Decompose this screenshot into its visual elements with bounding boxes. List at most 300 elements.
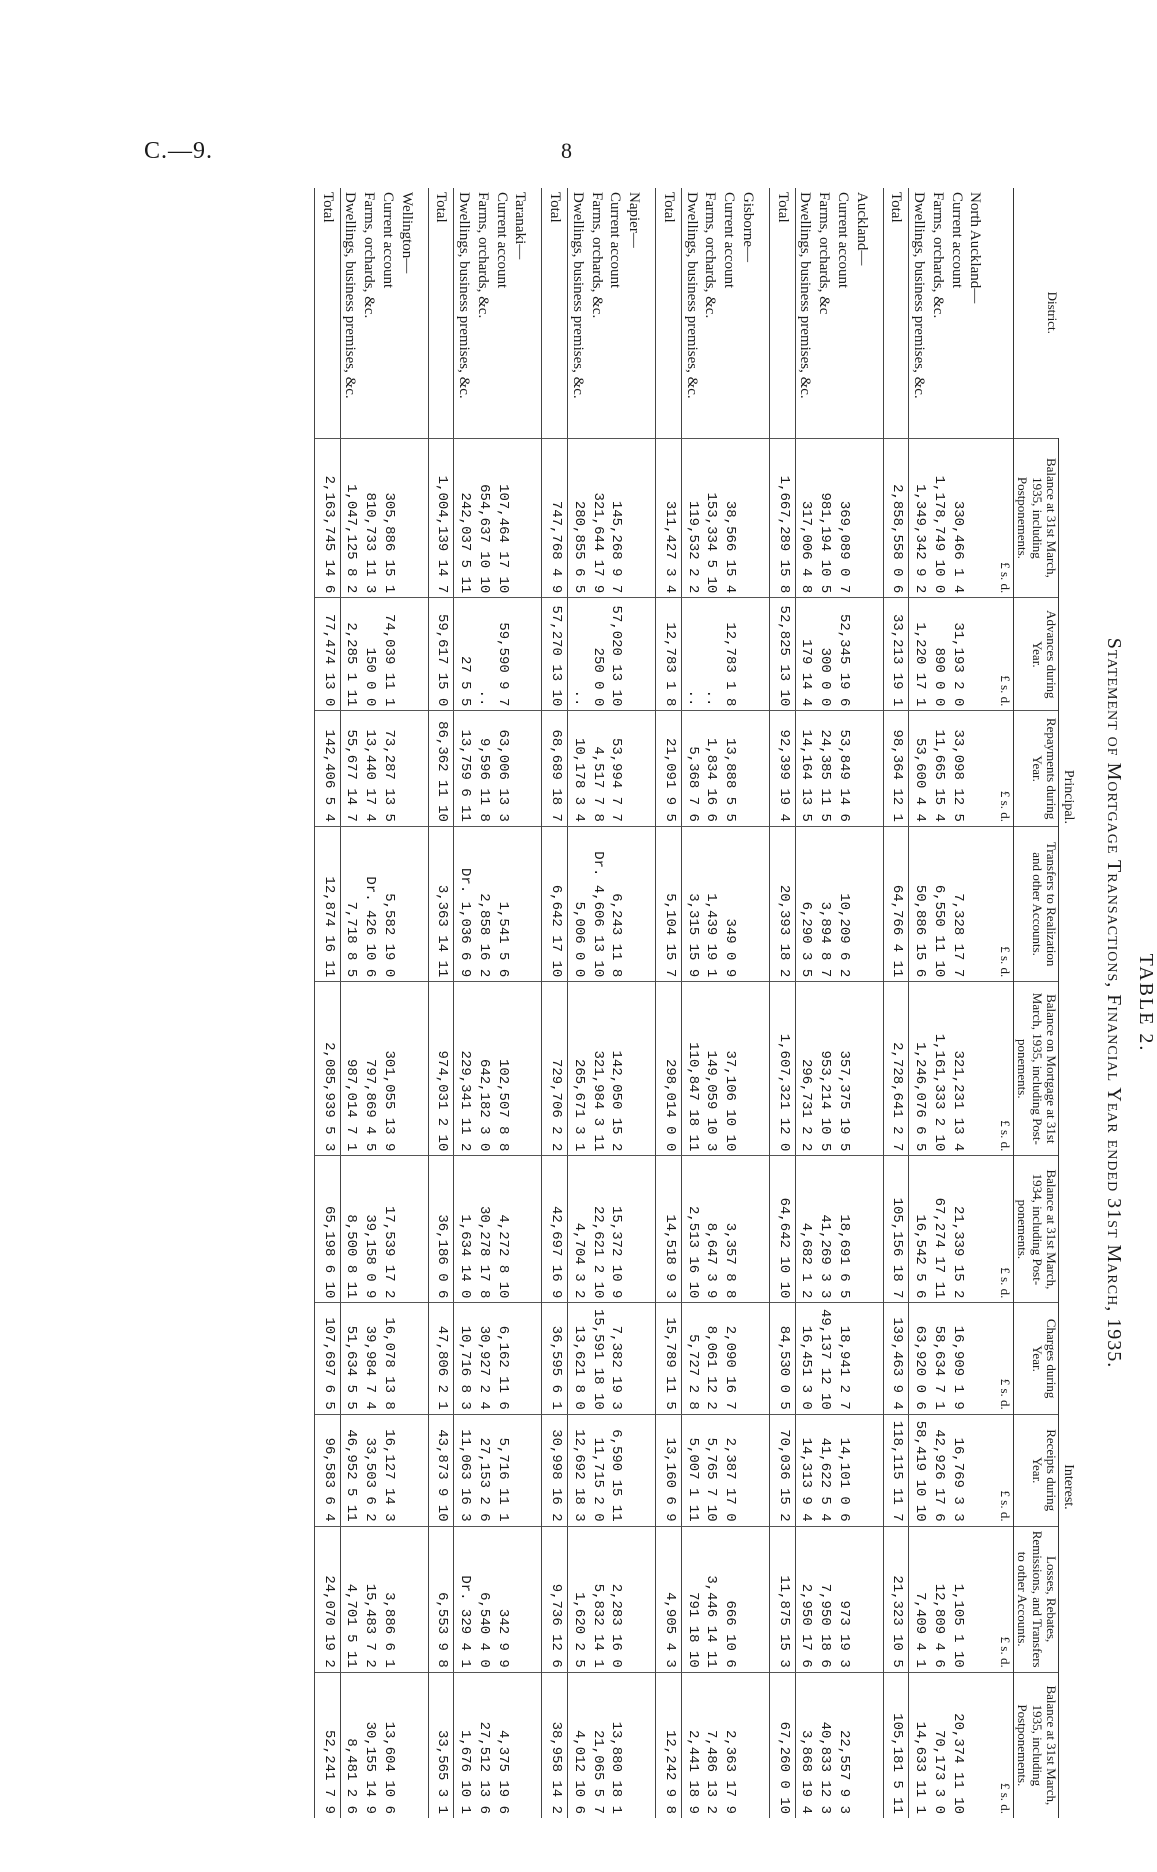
total-cell: 77,474 13 0 bbox=[314, 598, 340, 711]
table-cell: 4,704 3 2 bbox=[568, 1156, 587, 1303]
table-cell: 16,451 3 0 bbox=[795, 1303, 814, 1414]
table-cell: 4,701 5 11 bbox=[340, 1526, 359, 1672]
table-cell: 70,173 3 0 bbox=[928, 1672, 947, 1818]
table-cell: 15,483 7 2 bbox=[359, 1526, 378, 1672]
table-cell: 39,158 0 9 bbox=[359, 1156, 378, 1303]
table-cell: 63,920 0 6 bbox=[909, 1303, 928, 1414]
total-cell: 105,181 5 11 bbox=[883, 1672, 909, 1818]
table-cell: 1,439 19 1 bbox=[701, 826, 720, 981]
table-cell: 2,090 16 7 bbox=[719, 1303, 738, 1414]
table-row bbox=[947, 188, 966, 1818]
table-cell: 52,345 19 6 bbox=[833, 598, 852, 711]
row-label: Current account bbox=[493, 192, 510, 289]
unit-label: £ s. d. bbox=[996, 438, 1013, 598]
table-cell: 13,880 18 1 bbox=[606, 1672, 625, 1818]
table-cell: 5,582 19 0 bbox=[378, 826, 397, 981]
row-label: Current account bbox=[379, 192, 396, 289]
table-cell: 349 0 9 bbox=[719, 826, 738, 981]
table-cell: 20,374 11 10 bbox=[947, 1672, 966, 1818]
table-cell: 229,341 11 2 bbox=[454, 982, 473, 1156]
table-cell: 2,950 17 6 bbox=[795, 1526, 814, 1672]
table-cell: 8,481 2 6 bbox=[340, 1672, 359, 1818]
column-header-district: District. bbox=[1013, 188, 1059, 438]
table-cell: 13,604 10 6 bbox=[378, 1672, 397, 1818]
table-cell: 5,765 7 10 bbox=[701, 1414, 720, 1526]
table-cell: 7,328 17 7 bbox=[947, 826, 966, 981]
table-cell: 63,006 13 3 bbox=[492, 711, 511, 827]
row-label: Dwellings, business premises, &c. bbox=[797, 192, 814, 399]
column-header: Balance at 31st March, 1934, including Post-ponements. bbox=[1013, 1156, 1059, 1303]
table-cell: 3,868 19 4 bbox=[795, 1672, 814, 1818]
unit-label: £ s. d. bbox=[996, 1414, 1013, 1526]
row-label: Farms, orchards, &c. bbox=[588, 192, 605, 319]
table-cell: 1,178,749 10 0 bbox=[928, 438, 947, 598]
total-label: Total bbox=[883, 188, 909, 438]
column-header: Balance at 31st March, 1935, including Postponements. bbox=[1013, 1672, 1059, 1818]
total-cell: 36,186 0 6 bbox=[428, 1156, 454, 1303]
total-cell: 139,463 9 4 bbox=[883, 1303, 909, 1414]
table-cell: 16,769 3 3 bbox=[947, 1414, 966, 1526]
table-cell: 38,566 15 4 bbox=[719, 438, 738, 598]
table-cell: 142,050 15 2 bbox=[606, 982, 625, 1156]
table-cell: 666 10 6 bbox=[719, 1526, 738, 1672]
table-cell: 2,285 1 11 bbox=[340, 598, 359, 711]
unit-label: £ s. d. bbox=[996, 982, 1013, 1156]
table-row bbox=[909, 188, 928, 1818]
total-cell: 84,530 0 5 bbox=[769, 1303, 795, 1414]
total-cell: 52,241 7 9 bbox=[314, 1672, 340, 1818]
column-header: Balance on Mortgage at 31st March, 1935, including Post-ponements. bbox=[1013, 982, 1059, 1156]
units-row bbox=[996, 188, 1013, 1818]
table-cell: 7,718 8 5 bbox=[340, 826, 359, 981]
table-cell: 6,590 15 11 bbox=[606, 1414, 625, 1526]
total-cell: 15,789 11 5 bbox=[656, 1303, 682, 1414]
table-cell: Dr. 4,606 13 10 bbox=[587, 826, 606, 981]
table-row bbox=[814, 188, 833, 1818]
total-cell: 57,270 13 10 bbox=[542, 598, 568, 711]
table-cell: 15,372 10 9 bbox=[606, 1156, 625, 1303]
table-cell: 1,634 14 0 bbox=[454, 1156, 473, 1303]
table-cell: 53,849 14 6 bbox=[833, 711, 852, 827]
table-cell: 12,809 4 6 bbox=[928, 1526, 947, 1672]
table-cell: 296,731 2 2 bbox=[795, 982, 814, 1156]
table-cell: 53,994 7 7 bbox=[606, 711, 625, 827]
table-cell: 46,952 5 11 bbox=[340, 1414, 359, 1526]
table-cell: 58,634 7 1 bbox=[928, 1303, 947, 1414]
table-cell: 21,065 5 7 bbox=[587, 1672, 606, 1818]
table-cell: 7,382 19 3 bbox=[606, 1303, 625, 1414]
total-cell: 1,667,289 15 8 bbox=[769, 438, 795, 598]
table-cell: 4,682 1 2 bbox=[795, 1156, 814, 1303]
table-row bbox=[359, 188, 378, 1818]
table-cell: 11,665 15 4 bbox=[928, 711, 947, 827]
total-cell: 68,689 18 7 bbox=[542, 711, 568, 827]
total-label: Total bbox=[314, 188, 340, 438]
total-label: Total bbox=[769, 188, 795, 438]
table-row bbox=[378, 188, 397, 1818]
district-name: North Auckland— bbox=[967, 192, 984, 304]
unit-label: £ s. d. bbox=[996, 711, 1013, 827]
unit-label: £ s. d. bbox=[996, 1303, 1013, 1414]
table-cell: 3,894 8 7 bbox=[814, 826, 833, 981]
table-cell: 6,162 11 6 bbox=[492, 1303, 511, 1414]
table-cell: 265,671 3 1 bbox=[568, 982, 587, 1156]
table-cell: 4,375 19 6 bbox=[492, 1672, 511, 1818]
table-cell: 973 19 3 bbox=[833, 1526, 852, 1672]
table-cell: 1,620 2 5 bbox=[568, 1526, 587, 1672]
table-cell: 110,847 18 11 bbox=[681, 982, 700, 1156]
table-body bbox=[314, 188, 996, 1818]
table-cell: 41,622 5 4 bbox=[814, 1414, 833, 1526]
table-cell: 27,153 2 6 bbox=[473, 1414, 492, 1526]
row-label: Farms, orchards, &c bbox=[816, 192, 833, 315]
table-cell: 3,357 8 8 bbox=[719, 1156, 738, 1303]
table-cell: 6,290 3 5 bbox=[795, 826, 814, 981]
table-cell: 58,419 10 10 bbox=[909, 1414, 928, 1526]
table-cell: 357,375 19 5 bbox=[833, 982, 852, 1156]
table-number: TABLE 2. bbox=[1135, 953, 1157, 1053]
row-label: Farms, orchards, &c. bbox=[474, 192, 491, 319]
table-cell: 280,855 6 5 bbox=[568, 438, 587, 598]
total-cell: 2,728,641 2 7 bbox=[883, 982, 909, 1156]
unit-label: £ s. d. bbox=[996, 1156, 1013, 1303]
table-cell: .. bbox=[473, 598, 492, 711]
total-cell: 6,553 9 8 bbox=[428, 1526, 454, 1672]
table-cell: 40,833 12 3 bbox=[814, 1672, 833, 1818]
table-cell: 321,984 3 11 bbox=[587, 982, 606, 1156]
table-cell: 3,886 6 1 bbox=[378, 1526, 397, 1672]
table-cell: 317,006 4 8 bbox=[795, 438, 814, 598]
row-label: Farms, orchards, &c. bbox=[929, 192, 946, 319]
page-number: 8 bbox=[561, 138, 572, 163]
table-row bbox=[492, 188, 511, 1818]
total-cell: 21,323 10 5 bbox=[883, 1526, 909, 1672]
table-cell: 17,539 17 2 bbox=[378, 1156, 397, 1303]
table-row bbox=[454, 188, 473, 1818]
mortgage-transactions-table bbox=[314, 188, 1077, 1818]
row-label: Dwellings, business premises, &c. bbox=[342, 192, 359, 399]
total-cell: 67,260 0 10 bbox=[769, 1672, 795, 1818]
group-interest: Interest. bbox=[1059, 1156, 1077, 1818]
table-cell: 4,517 7 8 bbox=[587, 711, 606, 827]
row-label: Farms, orchards, &c. bbox=[702, 192, 719, 319]
table-cell: 13,759 6 11 bbox=[454, 711, 473, 827]
table-cell: Dr. 426 10 6 bbox=[359, 826, 378, 981]
table-cell: 5,006 0 0 bbox=[568, 826, 587, 981]
table-cell: 33,503 6 2 bbox=[359, 1414, 378, 1526]
table-cell: 27,512 13 6 bbox=[473, 1672, 492, 1818]
table-cell: 2,363 17 9 bbox=[719, 1672, 738, 1818]
table-cell: 810,733 11 3 bbox=[359, 438, 378, 598]
district-row bbox=[397, 188, 428, 1818]
total-cell: 47,806 2 1 bbox=[428, 1303, 454, 1414]
table-cell: 5,007 1 11 bbox=[681, 1414, 700, 1526]
total-cell: 64,642 10 10 bbox=[769, 1156, 795, 1303]
table-cell: 5,716 11 1 bbox=[492, 1414, 511, 1526]
total-cell: 14,518 9 3 bbox=[656, 1156, 682, 1303]
table-cell: 21,339 15 2 bbox=[947, 1156, 966, 1303]
total-cell: 52,825 13 10 bbox=[769, 598, 795, 711]
table-cell: 953,214 10 5 bbox=[814, 982, 833, 1156]
table-cell: 11,063 16 3 bbox=[454, 1414, 473, 1526]
unit-label: £ s. d. bbox=[996, 826, 1013, 981]
row-label: Dwellings, business premises, &c. bbox=[683, 192, 700, 399]
table-cell: 7,409 4 1 bbox=[909, 1526, 928, 1672]
table-row bbox=[473, 188, 492, 1818]
row-label: Current account bbox=[948, 192, 965, 289]
total-cell: 43,873 9 10 bbox=[428, 1414, 454, 1526]
table-cell: 9,596 11 8 bbox=[473, 711, 492, 827]
table-cell: 13,621 8 0 bbox=[568, 1303, 587, 1414]
table-cell: 1,676 10 1 bbox=[454, 1672, 473, 1818]
table-cell: 1,541 5 6 bbox=[492, 826, 511, 981]
total-cell: 107,697 6 5 bbox=[314, 1303, 340, 1414]
total-cell: 38,958 14 2 bbox=[542, 1672, 568, 1818]
table-cell: .. bbox=[681, 598, 700, 711]
table-cell: 301,055 13 9 bbox=[378, 982, 397, 1156]
table-cell: 10,209 6 2 bbox=[833, 826, 852, 981]
total-cell: 142,406 5 4 bbox=[314, 711, 340, 827]
table-cell: 53,600 4 4 bbox=[909, 711, 928, 827]
table-cell: 1,349,342 9 2 bbox=[909, 438, 928, 598]
table-cell: 6,540 4 0 bbox=[473, 1526, 492, 1672]
total-cell: 729,706 2 2 bbox=[542, 982, 568, 1156]
table-cell: 8,647 3 9 bbox=[701, 1156, 720, 1303]
table-cell: .. bbox=[701, 598, 720, 711]
table-cell: 6,550 11 10 bbox=[928, 826, 947, 981]
district-name: Auckland— bbox=[853, 192, 870, 266]
column-header: Charges during Year. bbox=[1013, 1303, 1059, 1414]
total-cell: 21,091 9 5 bbox=[656, 711, 682, 827]
table-cell: 5,727 2 8 bbox=[681, 1303, 700, 1414]
table-cell: 33,098 12 5 bbox=[947, 711, 966, 827]
table-cell: 102,507 8 8 bbox=[492, 982, 511, 1156]
total-cell: 5,104 15 7 bbox=[656, 826, 682, 981]
unit-label: £ s. d. bbox=[996, 1672, 1013, 1818]
total-cell: 86,362 11 10 bbox=[428, 711, 454, 827]
table-cell: 119,532 2 2 bbox=[681, 438, 700, 598]
page-header bbox=[144, 138, 964, 178]
table-cell: 1,246,076 6 5 bbox=[909, 982, 928, 1156]
table-cell: 890 0 0 bbox=[928, 598, 947, 711]
table-cell: 10,716 8 3 bbox=[454, 1303, 473, 1414]
total-row bbox=[769, 188, 795, 1818]
table-cell: 55,677 14 7 bbox=[340, 711, 359, 827]
table-cell: 321,644 17 9 bbox=[587, 438, 606, 598]
rotated-table-sheet bbox=[237, 188, 1157, 1818]
table-cell: 27 5 5 bbox=[454, 598, 473, 711]
district-row bbox=[511, 188, 542, 1818]
row-label: Dwellings, business premises, &c. bbox=[456, 192, 473, 399]
table-cell: 305,886 15 1 bbox=[378, 438, 397, 598]
table-cell: 51,634 5 5 bbox=[340, 1303, 359, 1414]
table-cell: Dr. 1,036 6 9 bbox=[454, 826, 473, 981]
row-label: Current account bbox=[607, 192, 624, 289]
row-label: Current account bbox=[834, 192, 851, 289]
table-cell: 14,633 11 1 bbox=[909, 1672, 928, 1818]
table-cell: 31,193 2 0 bbox=[947, 598, 966, 711]
table-cell: 13,888 5 5 bbox=[719, 711, 738, 827]
total-cell: 65,198 6 10 bbox=[314, 1156, 340, 1303]
total-cell: 105,156 18 7 bbox=[883, 1156, 909, 1303]
total-cell: 33,565 3 1 bbox=[428, 1672, 454, 1818]
total-cell: 20,393 18 2 bbox=[769, 826, 795, 981]
district-name: Taranaki— bbox=[512, 192, 529, 260]
total-cell: 9,736 12 6 bbox=[542, 1526, 568, 1672]
row-label: Farms, orchards, &c. bbox=[361, 192, 378, 319]
table-row bbox=[928, 188, 947, 1818]
table-row bbox=[568, 188, 587, 1818]
total-row bbox=[542, 188, 568, 1818]
table-cell: 7,950 18 6 bbox=[814, 1526, 833, 1672]
district-name: Gisborne— bbox=[739, 192, 756, 262]
total-cell: 11,875 15 3 bbox=[769, 1526, 795, 1672]
column-header: Transfers to Realization and other Accounts. bbox=[1013, 826, 1059, 981]
table-cell: 59,590 9 7 bbox=[492, 598, 511, 711]
table-cell: 150 0 0 bbox=[359, 598, 378, 711]
table-cell: 2,513 16 10 bbox=[681, 1156, 700, 1303]
unit-label: £ s. d. bbox=[996, 1526, 1013, 1672]
total-cell: 33,213 19 1 bbox=[883, 598, 909, 711]
district-row bbox=[966, 188, 997, 1818]
district-row bbox=[624, 188, 655, 1818]
table-cell: 18,941 2 7 bbox=[833, 1303, 852, 1414]
table-cell: 12,692 18 3 bbox=[568, 1414, 587, 1526]
district-name: Wellington— bbox=[398, 192, 415, 274]
table-cell: .. bbox=[568, 598, 587, 711]
row-label: Dwellings, business premises, &c. bbox=[569, 192, 586, 399]
table-cell: 654,637 10 10 bbox=[473, 438, 492, 598]
table-row bbox=[681, 188, 700, 1818]
table-cell: 791 18 10 bbox=[681, 1526, 700, 1672]
table-row bbox=[340, 188, 359, 1818]
table-cell: 24,385 11 5 bbox=[814, 711, 833, 827]
table-cell: 7,486 13 2 bbox=[701, 1672, 720, 1818]
total-cell: 96,583 6 4 bbox=[314, 1414, 340, 1526]
district-name: Napier— bbox=[626, 192, 643, 248]
table-cell: 6,243 11 8 bbox=[606, 826, 625, 981]
table-cell: 1,834 16 6 bbox=[701, 711, 720, 827]
table-cell: 22,621 2 10 bbox=[587, 1156, 606, 1303]
column-header: Advances during Year. bbox=[1013, 598, 1059, 711]
total-cell: 12,242 9 8 bbox=[656, 1672, 682, 1818]
table-row bbox=[606, 188, 625, 1818]
total-row bbox=[314, 188, 340, 1818]
total-cell: 59,617 15 0 bbox=[428, 598, 454, 711]
table-cell: 321,231 13 4 bbox=[947, 982, 966, 1156]
total-cell: 2,858,558 0 6 bbox=[883, 438, 909, 598]
total-cell: 118,115 11 7 bbox=[883, 1414, 909, 1526]
total-cell: 13,160 6 9 bbox=[656, 1414, 682, 1526]
table-cell: 22,557 9 3 bbox=[833, 1672, 852, 1818]
table-cell: 2,858 16 2 bbox=[473, 826, 492, 981]
table-cell: 50,886 15 6 bbox=[909, 826, 928, 981]
total-cell: 747,768 4 9 bbox=[542, 438, 568, 598]
table-cell: 981,194 10 5 bbox=[814, 438, 833, 598]
total-cell: 298,014 0 0 bbox=[656, 982, 682, 1156]
unit-label: £ s. d. bbox=[996, 598, 1013, 711]
total-label: Total bbox=[656, 188, 682, 438]
table-cell: Dr. 329 4 1 bbox=[454, 1526, 473, 1672]
district-row bbox=[852, 188, 883, 1818]
total-cell: 4,905 4 3 bbox=[656, 1526, 682, 1672]
table-cell: 2,387 17 0 bbox=[719, 1414, 738, 1526]
total-cell: 98,364 12 1 bbox=[883, 711, 909, 827]
table-cell: 49,137 12 10 bbox=[814, 1303, 833, 1414]
total-label: Total bbox=[542, 188, 568, 438]
table-cell: 1,220 17 1 bbox=[909, 598, 928, 711]
table-cell: 5,832 14 1 bbox=[587, 1526, 606, 1672]
table-cell: 342 9 9 bbox=[492, 1526, 511, 1672]
table-cell: 1,161,333 2 10 bbox=[928, 982, 947, 1156]
table-title: Statement of Mortgage Transactions, Financial Year ended 31st March, 1935. bbox=[1103, 637, 1125, 1369]
district-row bbox=[738, 188, 769, 1818]
table-cell: 16,127 14 3 bbox=[378, 1414, 397, 1526]
table-cell: 16,542 5 6 bbox=[909, 1156, 928, 1303]
table-cell: 149,059 10 3 bbox=[701, 982, 720, 1156]
table-cell: 41,269 3 3 bbox=[814, 1156, 833, 1303]
total-cell: 974,031 2 10 bbox=[428, 982, 454, 1156]
table-cell: 15,591 18 10 bbox=[587, 1303, 606, 1414]
table-row bbox=[701, 188, 720, 1818]
table-cell: 145,268 9 7 bbox=[606, 438, 625, 598]
table-cell: 4,012 10 6 bbox=[568, 1672, 587, 1818]
total-cell: 6,642 17 10 bbox=[542, 826, 568, 981]
table-row bbox=[833, 188, 852, 1818]
total-cell: 30,998 16 2 bbox=[542, 1414, 568, 1526]
table-cell: 8,061 12 2 bbox=[701, 1303, 720, 1414]
table-cell: 12,783 1 8 bbox=[719, 598, 738, 711]
table-cell: 30,927 2 4 bbox=[473, 1303, 492, 1414]
table-cell: 42,926 17 6 bbox=[928, 1414, 947, 1526]
total-cell: 1,607,321 12 0 bbox=[769, 982, 795, 1156]
total-cell: 42,697 16 9 bbox=[542, 1156, 568, 1303]
total-row bbox=[656, 188, 682, 1818]
group-principal: Principal. bbox=[1059, 438, 1077, 1156]
table-cell: 107,464 17 10 bbox=[492, 438, 511, 598]
table-cell: 2,441 18 9 bbox=[681, 1672, 700, 1818]
table-cell: 369,089 0 7 bbox=[833, 438, 852, 598]
total-cell: 12,874 16 11 bbox=[314, 826, 340, 981]
total-cell: 2,085,939 5 3 bbox=[314, 982, 340, 1156]
table-cell: 242,037 5 11 bbox=[454, 438, 473, 598]
table-cell: 250 0 0 bbox=[587, 598, 606, 711]
table-cell: 39,984 7 4 bbox=[359, 1303, 378, 1414]
table-cell: 37,106 10 10 bbox=[719, 982, 738, 1156]
column-group-row bbox=[1059, 188, 1077, 1818]
table-row bbox=[719, 188, 738, 1818]
table-cell: 2,283 16 0 bbox=[606, 1526, 625, 1672]
table-cell: 30,278 17 8 bbox=[473, 1156, 492, 1303]
table-cell: 8,500 8 11 bbox=[340, 1156, 359, 1303]
table-row bbox=[795, 188, 814, 1818]
total-cell: 3,363 14 11 bbox=[428, 826, 454, 981]
total-cell: 2,163,745 14 6 bbox=[314, 438, 340, 598]
table-cell: 179 14 4 bbox=[795, 598, 814, 711]
table-cell: 73,287 13 5 bbox=[378, 711, 397, 827]
table-cell: 16,078 13 8 bbox=[378, 1303, 397, 1414]
row-label: Current account bbox=[721, 192, 738, 289]
total-cell: 1,004,139 14 7 bbox=[428, 438, 454, 598]
total-label: Total bbox=[428, 188, 454, 438]
total-cell: 24,070 19 2 bbox=[314, 1526, 340, 1672]
table-cell: 987,014 7 1 bbox=[340, 982, 359, 1156]
table-cell: 67,274 17 11 bbox=[928, 1156, 947, 1303]
column-header: Receipts during Year. bbox=[1013, 1414, 1059, 1526]
table-cell: 30,155 14 9 bbox=[359, 1672, 378, 1818]
total-cell: 36,595 6 1 bbox=[542, 1303, 568, 1414]
table-row bbox=[587, 188, 606, 1818]
